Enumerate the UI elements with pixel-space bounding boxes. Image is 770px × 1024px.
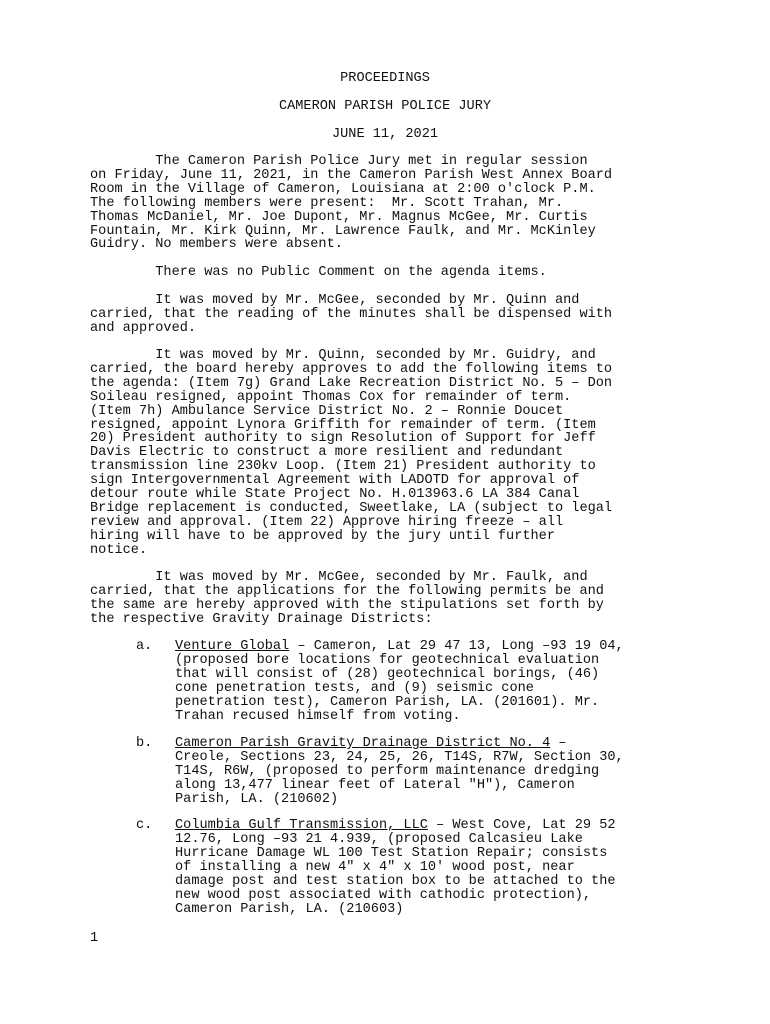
paragraph-agenda-motion: It was moved by Mr. Quinn, seconded by Mr. Guidry, and carried, the board hereby approves to add the following items to the agenda: (Item 7g) Grand Lake Recreation District No. 5 – Don Soileau resigned, appoint Thomas Cox for remainder of term. (Item 7h) Ambulance Service District No. 2 – Ronnie Doucet resigned, appoint Lynora Griffith for remainder of term. (Item 20) President authority to sign Resolution of Support for Jeff Davis Electric to construct a more resilient and redundant transmission line 230kv Loop. (Item 21) President authority to sign Intergovernmental Agreement with LADOTD for approval of detour route while State Project No. H.013963.6 LA 384 Canal Bridge replacement is conducted, Sweetlake, LA (subject to legal review and approval. (Item 22) Approve hiring freeze – all hiring will have to be approved by the jury until further notice. — [90, 348, 613, 558]
list-item-letter: b. — [136, 736, 153, 751]
paragraph-session: The Cameron Parish Police Jury met in regular session on Friday, June 11, 2021, in the Cameron Parish West Annex Board Room in the Village of Cameron, Louisiana at 2:00 o'clock P.M. The following members were present: Mr. Scott Trahan, Mr. Thomas McDaniel, Mr. Joe Dupont, Mr. Magnus McGee, Mr. Curtis Fountain, Mr. Kirk Quinn, Mr. Lawrence Faulk, and Mr. McKinley Guidry. No members were absent. — [90, 154, 613, 253]
paragraph-minutes-motion: It was moved by Mr. McGee, seconded by Mr. Quinn and carried, that the reading of the minutes shall be dispensed with and approved. — [90, 293, 613, 336]
list-item-body: 12.76, Long –93 21 4.939, (proposed Calcasieu Lake Hurricane Damage WL 100 Test Station Repair; consists of installing a new 4" x 4" x 10' wood post, near damage post and test station box to be attached to the new wood post associated with cathodic protection), Cameron Parish, LA. (210603) — [175, 832, 616, 917]
list-item-letter: a. — [136, 639, 153, 654]
list-item-body: Creole, Sections 23, 24, 25, 26, T14S, R7W, Section 30, T14S, R6W, (proposed to perform maintenance dredging along 13,477 linear feet of Lateral "H"), Cameron Parish, LA. (210602) — [175, 750, 624, 807]
doc-title: PROCEEDINGS — [340, 71, 430, 86]
permit-applicant-name: Cameron Parish Gravity Drainage District No. 4 — [175, 736, 551, 751]
list-item-first-line — [175, 737, 770, 751]
list-item-body: (proposed bore locations for geotechnical evaluation that will consist of (28) geotechnical borings, (46) cone penetration tests, and (9) seismic cone penetration test), Cameron Parish, LA. (201601). Mr. Trahan recused himself from voting. — [175, 653, 600, 724]
permit-location: – Cameron, Lat 29 47 13, Long –93 19 04, — [289, 639, 624, 654]
permit-applicant-name: Columbia Gulf Transmission, LLC — [175, 818, 428, 833]
paragraph-public-comment: There was no Public Comment on the agenda items. — [90, 265, 547, 280]
permit-location: – West Cove, Lat 29 52 — [427, 818, 616, 833]
list-item-first-line — [175, 640, 770, 654]
doc-date: JUNE 11, 2021 — [331, 127, 439, 142]
page-number: 1 — [90, 931, 99, 946]
permit-location: – — [550, 736, 567, 751]
list-item-first-line — [175, 819, 770, 833]
paragraph-permits-motion: It was moved by Mr. McGee, seconded by Mr. Faulk, and carried, that the applications for the following permits be and the same are hereby approved with the stipulations set forth by the respective Gravity Drainage Districts: — [90, 570, 604, 627]
doc-organization: CAMERON PARISH POLICE JURY — [278, 99, 492, 114]
list-item-letter: c. — [136, 818, 153, 833]
permit-applicant-name: Venture Global — [175, 639, 290, 654]
